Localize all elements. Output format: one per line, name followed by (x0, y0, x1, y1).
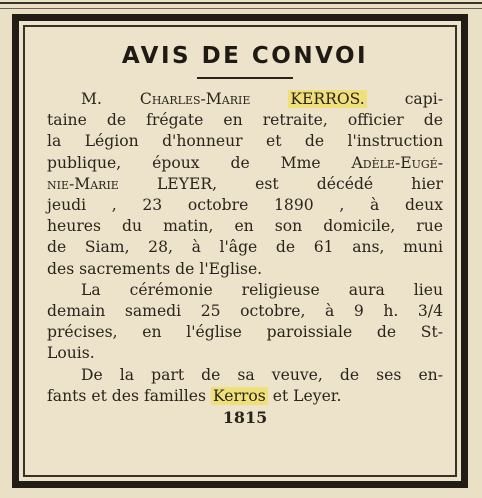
text-line: la Légion d'honneur et de l'instruction (47, 132, 443, 151)
text-line: fants et des familles Kerros et Leyer. (47, 386, 342, 405)
notice-inner-border (23, 25, 457, 477)
text-line: heures du matin, en son domicile, rue (47, 217, 443, 236)
notice-body (47, 89, 443, 428)
paragraph-family (47, 365, 443, 407)
text-line: jeudi , 23 octobre 1890 , à deux (47, 196, 443, 215)
text-line: La cérémonie religieuse aura lieu (81, 280, 443, 299)
text-line: publique, époux de Mme Adèle-Eugé- (47, 153, 443, 172)
top-rule-thin (0, 8, 482, 9)
paragraph-ceremony (47, 280, 443, 365)
text-line: M. Charles-Marie KERROS. capi- (81, 90, 443, 108)
text-line: de Siam, 28, à l'âge de 61 ans, muni (47, 238, 443, 257)
top-rule (0, 2, 482, 4)
text-line: précises, en l'église paroissiale de St- (47, 323, 443, 342)
title-underline (197, 77, 293, 79)
text-line: nie-Marie LEYER, est décédé hier (47, 174, 443, 193)
text-line: Louis. (47, 344, 95, 363)
notice-title: AVIS DE CONVOI (121, 43, 369, 69)
deceased-surname: KERROS. (290, 90, 365, 108)
family-name-highlight: Kerros (212, 386, 266, 405)
notice-frame (12, 14, 468, 488)
deceased-first-names: Charles-Marie (139, 90, 251, 108)
notice-number: 1815 (222, 408, 268, 428)
text-line: des sacrements de l'Eglise. (47, 259, 263, 278)
text-line: demain samedi 25 octobre, à 9 h. 3/4 (47, 302, 443, 321)
text-line: De la part de sa veuve, de ses en- (81, 365, 443, 384)
paragraph-announcement (47, 89, 443, 280)
text-line: taine de frégate en retraite, officier de (47, 111, 443, 130)
